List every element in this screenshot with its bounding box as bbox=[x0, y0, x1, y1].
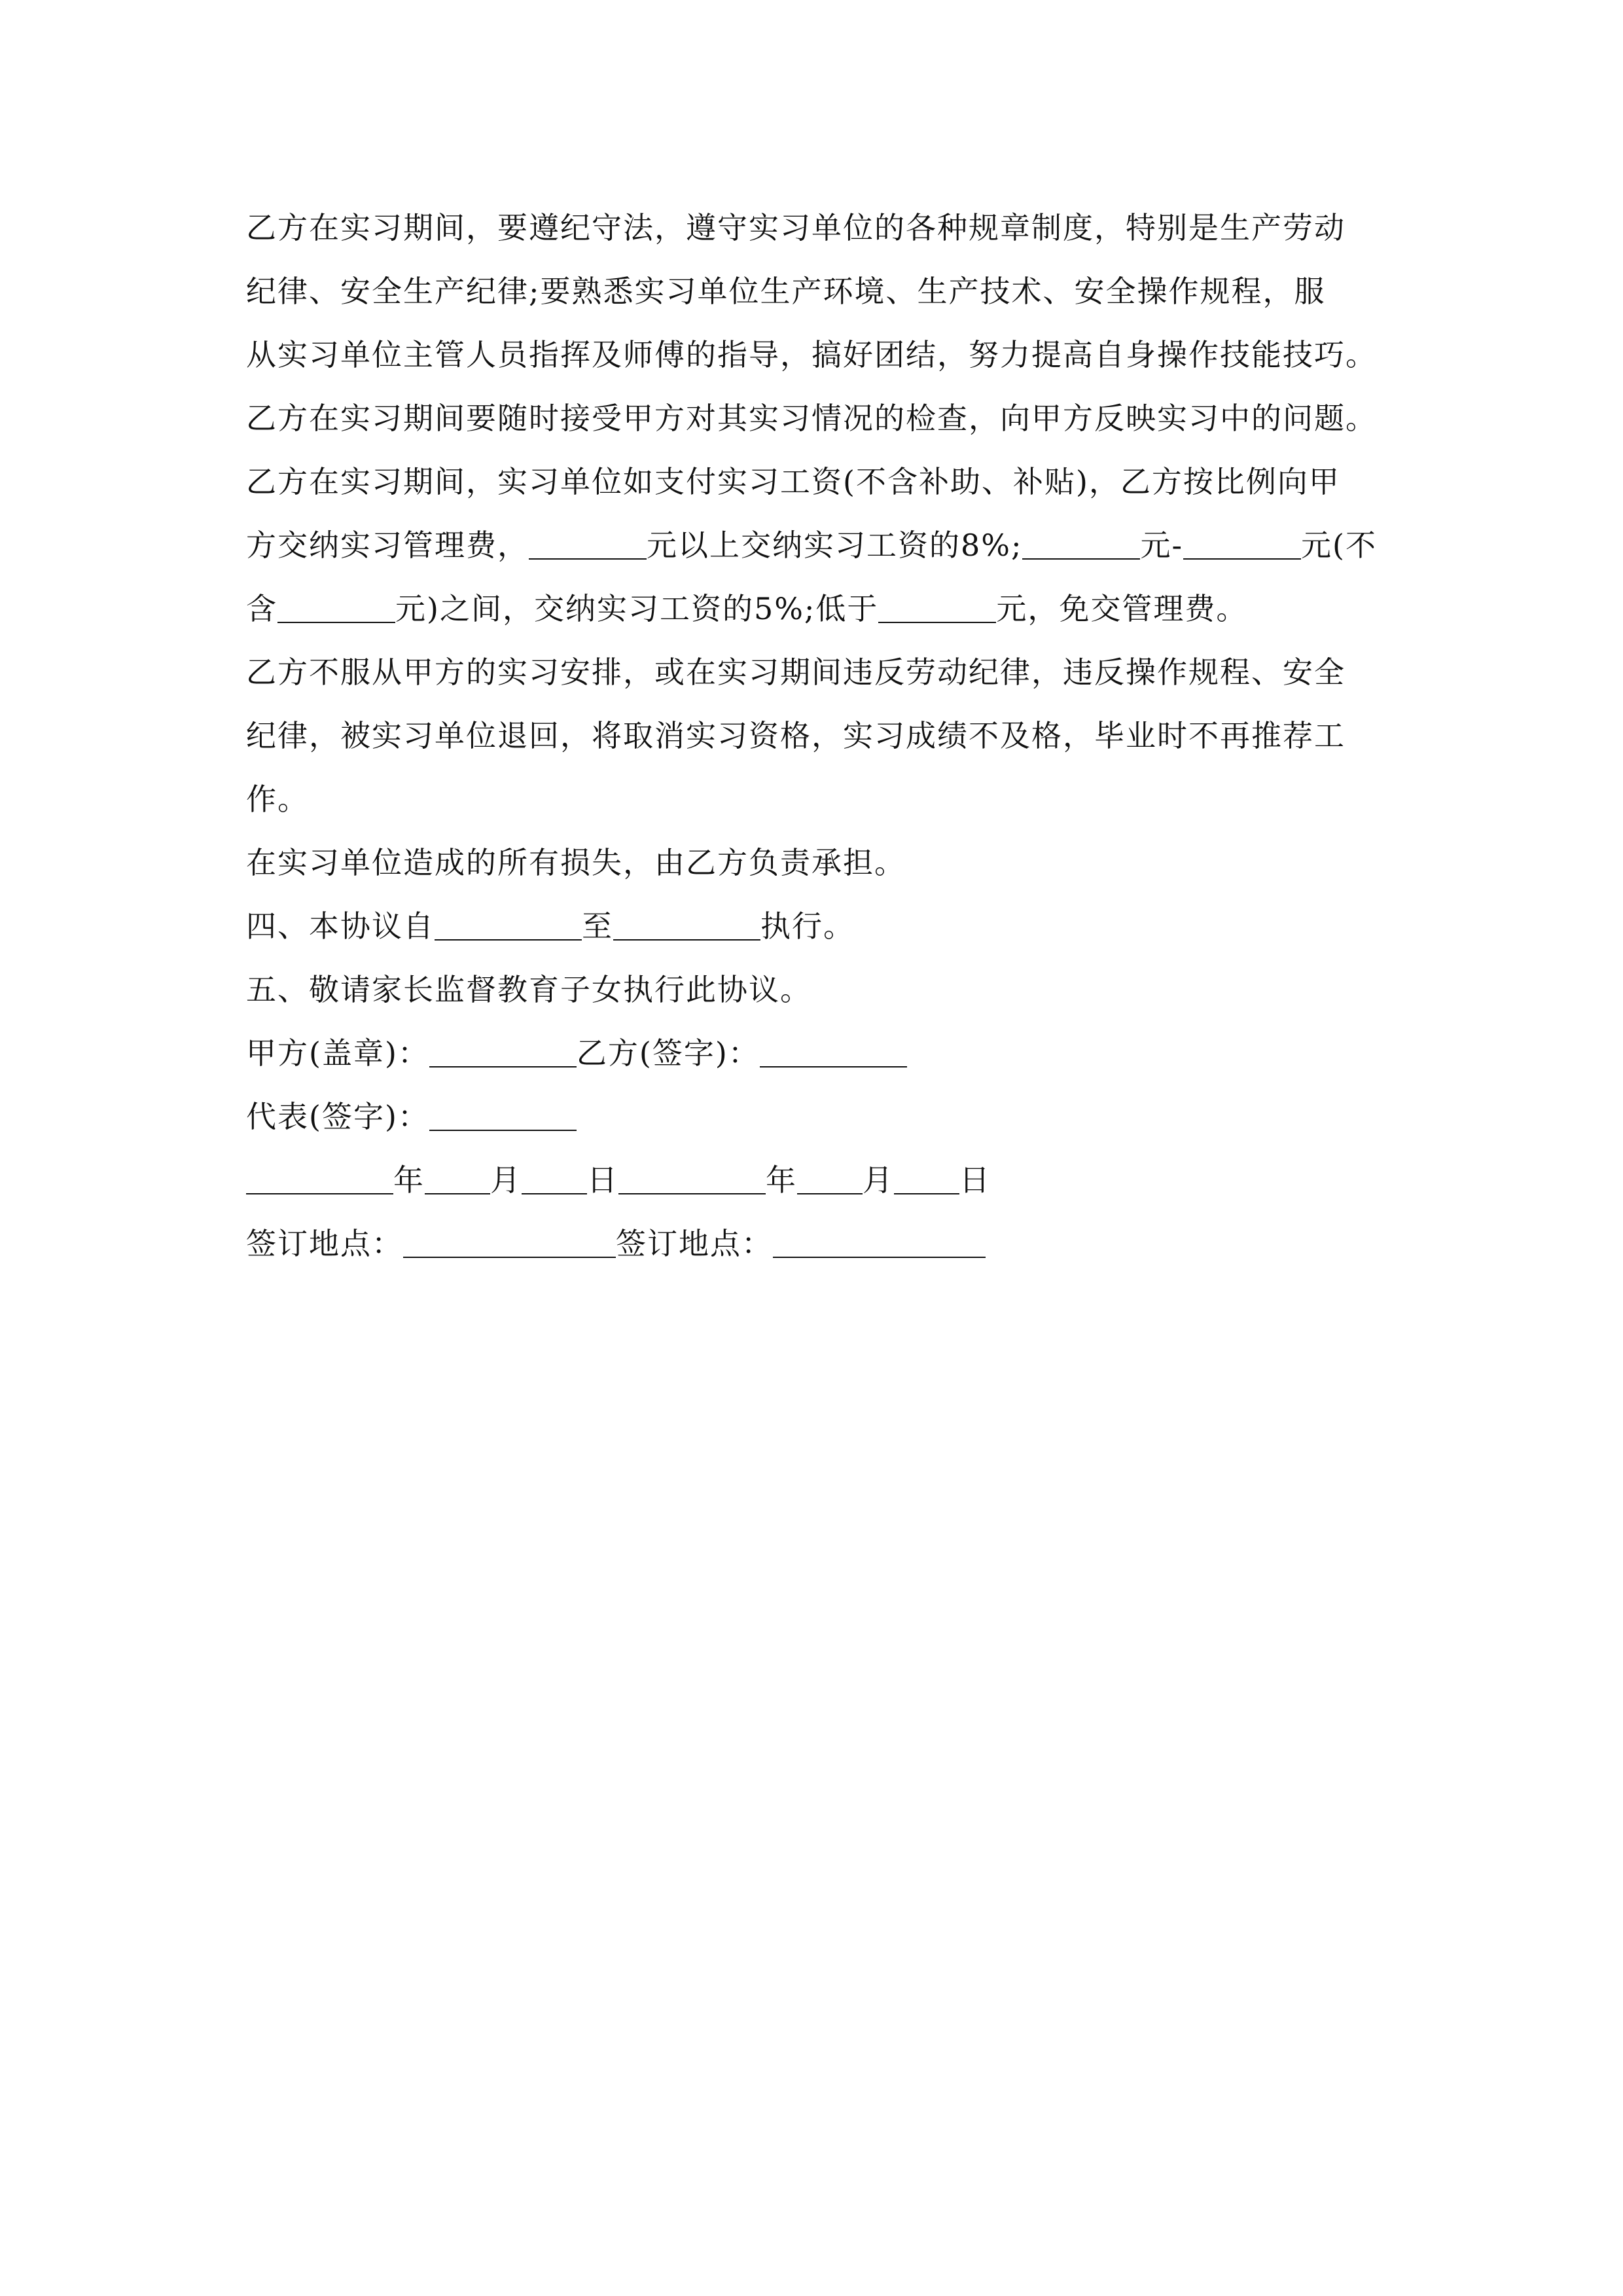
party-a-month-blank[interactable] bbox=[425, 1167, 490, 1194]
signature-line bbox=[246, 1022, 1385, 1085]
party-a-day-blank[interactable] bbox=[522, 1167, 587, 1194]
fee-text: 含 bbox=[246, 591, 277, 626]
party-a-place-label: 签订地点： bbox=[246, 1226, 403, 1261]
term-start-blank[interactable] bbox=[435, 913, 582, 941]
party-b-place-blank[interactable] bbox=[773, 1230, 986, 1258]
clause-line: 从实习单位主管人员指挥及师傅的指导，搞好团结，努力提高自身操作技能技巧。 bbox=[246, 337, 1377, 372]
clause-line: 乙方在实习期间，要遵纪守法，遵守实习单位的各种规章制度，特别是生产劳动 bbox=[246, 210, 1346, 245]
party-a-year-blank[interactable] bbox=[246, 1167, 393, 1194]
clause-line: 乙方在实习期间，实习单位如支付实习工资(不含补助、补贴)，乙方按比例向甲 bbox=[246, 464, 1340, 499]
representative-label: 代表(签字)： bbox=[246, 1099, 429, 1134]
representative-line bbox=[246, 1085, 1385, 1149]
year-label: 年 bbox=[393, 1162, 425, 1198]
term-suffix: 执行。 bbox=[760, 908, 855, 944]
party-a-label: 甲方(盖章)： bbox=[246, 1035, 429, 1071]
fee-line bbox=[246, 514, 1385, 577]
party-a-seal-blank[interactable] bbox=[429, 1040, 577, 1067]
place-line bbox=[246, 1212, 1385, 1276]
party-b-place-label: 签订地点： bbox=[616, 1226, 773, 1261]
party-b-month-blank[interactable] bbox=[797, 1167, 863, 1194]
clause-line: 纪律、安全生产纪律;要熟悉实习单位生产环境、生产技术、安全操作规程，服 bbox=[246, 274, 1326, 309]
term-prefix: 四、本协议自 bbox=[246, 908, 435, 944]
month-label: 月 bbox=[863, 1162, 894, 1198]
clause-line: 乙方在实习期间要随时接受甲方对其实习情况的检查，向甲方反映实习中的问题。 bbox=[246, 401, 1377, 436]
fee-text: 元(不 bbox=[1301, 528, 1377, 563]
party-b-sign-blank[interactable] bbox=[760, 1040, 907, 1067]
clause-line: 乙方不服从甲方的实习安排，或在实习期间违反劳动纪律，违反操作规程、安全 bbox=[246, 655, 1346, 690]
clause-line: 在实习单位造成的所有损失，由乙方负责承担。 bbox=[246, 845, 906, 880]
fee-range-low-blank[interactable] bbox=[1022, 532, 1140, 560]
party-b-day-blank[interactable] bbox=[894, 1167, 959, 1194]
document-page bbox=[246, 196, 1385, 1276]
representative-sign-blank[interactable] bbox=[429, 1103, 577, 1131]
parent-clause: 五、敬请家长监督教育子女执行此协议。 bbox=[246, 972, 812, 1007]
fee-exclusive-blank[interactable] bbox=[277, 596, 395, 623]
term-middle: 至 bbox=[582, 908, 613, 944]
party-b-year-blank[interactable] bbox=[618, 1167, 766, 1194]
party-b-label: 乙方(签字)： bbox=[576, 1035, 760, 1071]
fee-text: 元以上交纳实习工资的8%; bbox=[647, 528, 1023, 563]
fee-line bbox=[246, 577, 1385, 641]
fee-text: 方交纳实习管理费， bbox=[246, 528, 529, 563]
year-label: 年 bbox=[766, 1162, 797, 1198]
fee-text: 元)之间，交纳实习工资的5%;低于 bbox=[395, 591, 879, 626]
party-a-place-blank[interactable] bbox=[403, 1230, 616, 1258]
month-label: 月 bbox=[490, 1162, 522, 1198]
day-label: 日 bbox=[587, 1162, 618, 1198]
fee-text: 元，免交管理费。 bbox=[996, 591, 1248, 626]
fee-text: 元- bbox=[1140, 528, 1184, 563]
fee-range-high-blank[interactable] bbox=[1183, 532, 1301, 560]
date-line bbox=[246, 1149, 1385, 1212]
day-label: 日 bbox=[959, 1162, 991, 1198]
term-line bbox=[246, 895, 1385, 958]
clause-line: 纪律，被实习单位退回，将取消实习资格，实习成绩不及格，毕业时不再推荐工 bbox=[246, 718, 1346, 753]
fee-threshold-blank[interactable] bbox=[529, 532, 647, 560]
clause-line: 作。 bbox=[246, 781, 309, 817]
term-end-blank[interactable] bbox=[613, 913, 760, 941]
fee-minimum-blank[interactable] bbox=[878, 596, 996, 623]
